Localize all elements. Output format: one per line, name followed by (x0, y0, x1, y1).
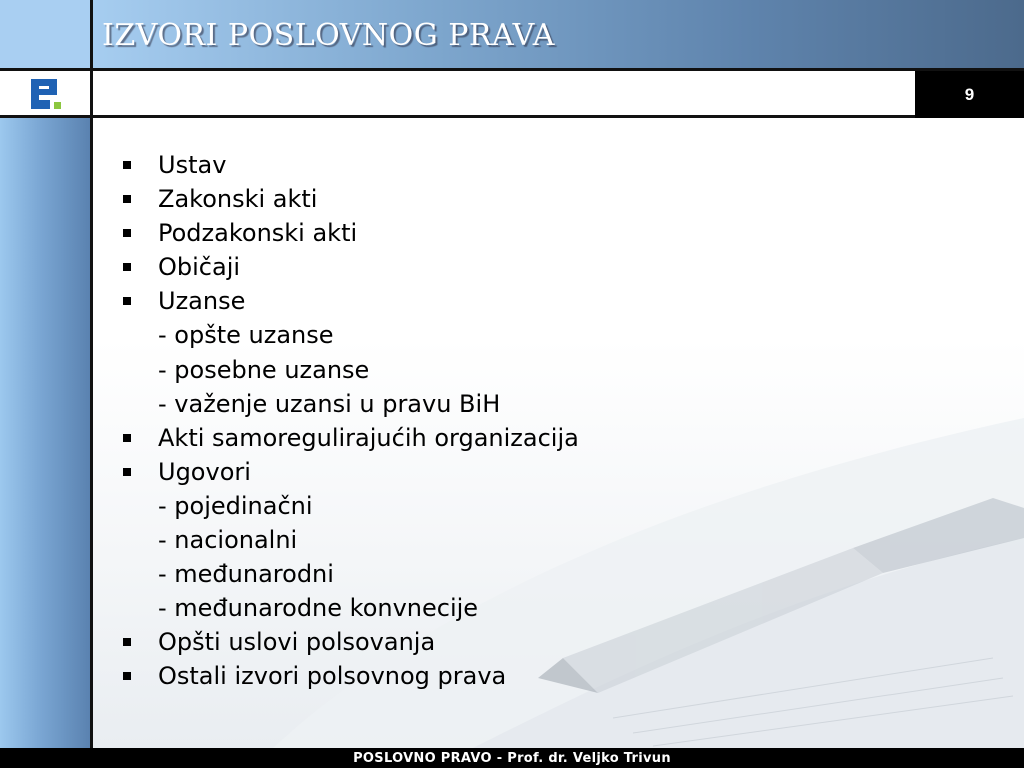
list-subitem: - međunarodne konvnecije (158, 594, 479, 623)
list-item: Podzakonski akti (120, 216, 579, 250)
list-subitem: - posebne uzanse (158, 355, 370, 384)
ep-logo-icon (28, 76, 64, 112)
list-item: Uzanse (120, 284, 579, 318)
list-item: Akti samoregulirajućih organizacija (120, 421, 579, 455)
list-item: Zakonski akti (120, 182, 579, 216)
footer-bar: POSLOVNO PRAVO - Prof. dr. Veljko Trivun (0, 748, 1024, 768)
list-item: Ugovori (120, 455, 579, 489)
list-item: Ostali izvori polsovnog prava (120, 659, 579, 693)
list-item: Opšti uslovi polsovanja (120, 625, 579, 659)
header-corner-block (0, 0, 93, 71)
title-band (93, 0, 1024, 71)
list-subitem: - opšte uzanse (158, 321, 334, 350)
page-number: 9 (915, 71, 1024, 118)
content-area (93, 118, 1024, 748)
list-item: Ustav (120, 148, 579, 182)
list-subitem: - međunarodni (158, 560, 334, 589)
content-list (120, 148, 579, 694)
list-subitem: - pojedinačni (158, 491, 313, 520)
logo-container (0, 71, 93, 118)
list-subitem: - nacionalni (158, 526, 298, 555)
slide-title: IZVORI POSLOVNOG PRAVA (102, 18, 555, 53)
left-sidebar (0, 118, 93, 748)
subtitle-strip (93, 71, 915, 118)
list-item: Običaji (120, 250, 579, 284)
list-subitem: - važenje uzansi u pravu BiH (158, 389, 501, 418)
